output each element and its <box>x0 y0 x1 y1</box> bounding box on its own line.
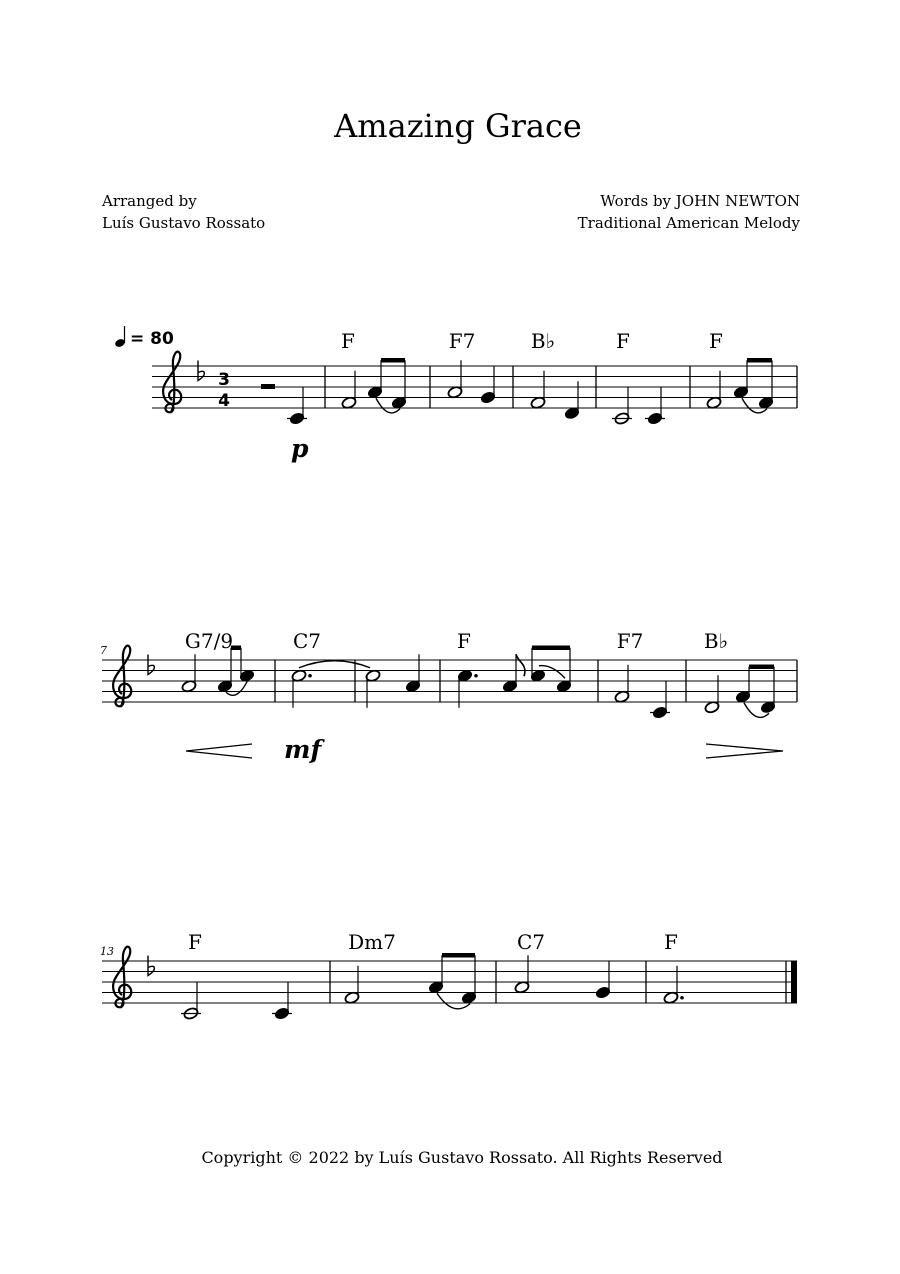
chord-symbol: F <box>341 329 355 353</box>
tempo-marking: = 80 <box>130 329 174 349</box>
chord-symbol: F <box>457 629 471 653</box>
treble-clef-path <box>113 947 131 1008</box>
measure-number: 13 <box>100 945 114 958</box>
chord-symbol: C7 <box>516 930 546 954</box>
flat-sign <box>148 956 154 976</box>
dynamic-mezzo-forte: mf <box>284 735 322 764</box>
chord-symbol: B♭ <box>703 629 729 653</box>
chord-symbol: G7/9 <box>184 629 234 653</box>
arranger-name: Luís Gustavo Rossato <box>102 214 266 232</box>
flat-sign <box>148 655 154 675</box>
half-rest <box>261 384 275 389</box>
augmentation-dot <box>680 996 684 1000</box>
tie <box>299 661 370 668</box>
copyright-notice: Copyright © 2022 by Luís Gustavo Rossato. All Rights Reserved <box>201 1148 723 1167</box>
crescendo-hairpin <box>186 744 252 758</box>
chord-symbol: Dm7 <box>348 930 396 954</box>
chord-symbol: F <box>188 930 202 954</box>
chord-symbol: F7 <box>616 629 644 653</box>
words-credit: Words by JOHN NEWTON <box>600 192 800 210</box>
treble-clef <box>113 646 131 707</box>
measure-number: 7 <box>100 644 107 657</box>
treble-clef <box>113 947 131 1008</box>
page-title: Amazing Grace <box>334 107 582 145</box>
chord-symbol: C7 <box>292 629 322 653</box>
eighth-flag <box>516 654 525 676</box>
chord-symbol: F <box>616 329 630 353</box>
melody-credit: Traditional American Melody <box>577 214 800 232</box>
augmentation-dot <box>474 674 478 678</box>
time-signature-bottom: 4 <box>218 391 230 411</box>
chord-symbol: F <box>709 329 723 353</box>
flat-sign <box>198 361 204 381</box>
final-barline <box>791 961 797 1003</box>
augmentation-dot <box>308 674 312 678</box>
chord-symbol: F <box>664 930 678 954</box>
treble-clef <box>163 352 181 413</box>
chord-symbol: F7 <box>448 329 476 353</box>
arranged-by-label: Arranged by <box>102 192 197 210</box>
chord-symbol: B♭ <box>530 329 556 353</box>
treble-clef-path <box>163 352 181 413</box>
dynamic-piano: p <box>291 434 309 463</box>
time-signature-top: 3 <box>218 370 230 390</box>
decrescendo-hairpin <box>706 744 783 758</box>
treble-clef-path <box>113 646 131 707</box>
